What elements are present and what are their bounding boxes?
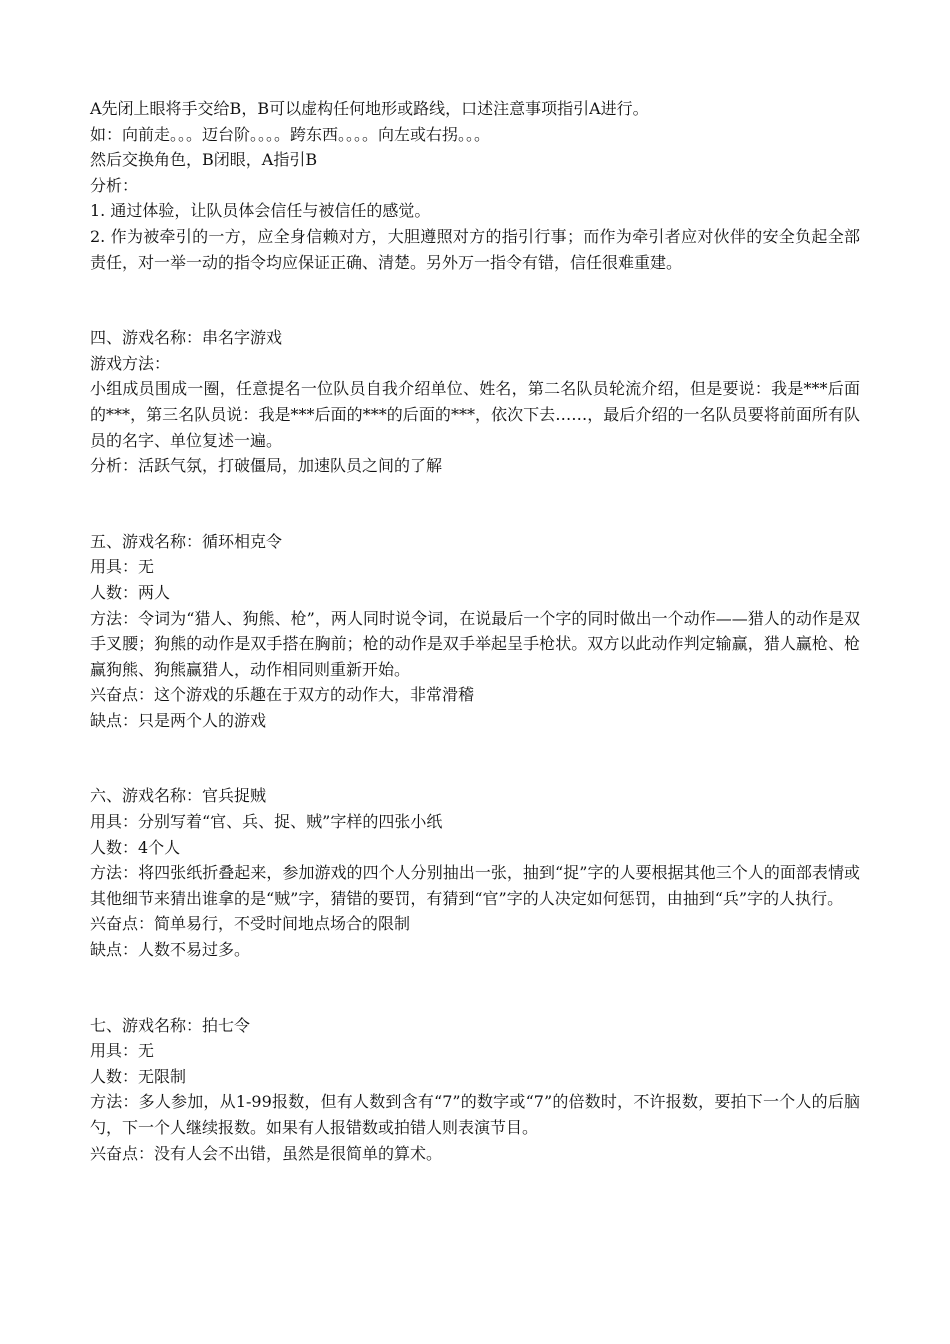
people-text: 人数：无限制 [90,1066,187,1086]
people-text: 人数：4个人 [90,837,181,857]
method-label: 游戏方法： [90,353,171,373]
method-text: 方法：令词为“猎人、狗熊、枪”，两人同时说令词，在说最后一个字的同时做出一个动作——猎人的动作是双手叉腰；狗熊的动作是双手搭在胸前；枪的动作是双手举起呈手枪状。双方以此动作判定输赢，猎人赢枪、枪赢狗熊、狗熊赢猎人，动作相同则重新开始。 [90,608,860,679]
section-title: 七、游戏名称：拍七令 [90,1015,251,1035]
method-text: 方法：将四张纸折叠起来，参加游戏的四个人分别抽出一张，抽到“捉”字的人要根据其他三个人的面部表情或其他细节来猜出谁拿的是“贼”字，猜错的要罚，有猜到“官”字的人决定如何惩罚，由抽到“兵”字的人执行。 [90,863,860,908]
drawback-text: 缺点：人数不易过多。 [90,940,251,960]
intro-section [90,96,860,275]
tools-text: 用具：无 [90,1041,155,1061]
section-title: 五、游戏名称：循环相克令 [90,531,283,551]
game-4-section [90,325,860,479]
tools-text: 用具：无 [90,557,155,577]
analysis-text: 分析：活跃气氛，打破僵局，加速队员之间的了解 [90,456,443,476]
spacer [90,479,860,529]
section-title: 六、游戏名称：官兵捉贼 [90,786,267,806]
game-5-section [90,529,860,734]
drawback-text: 缺点：只是两个人的游戏 [90,710,267,730]
analysis-label: 分析： [90,175,139,195]
tools-text: 用具：分别写着“官、兵、捉、贼”字样的四张小纸 [90,812,443,832]
spacer [90,733,860,783]
people-text: 人数：两人 [90,582,171,602]
game-6-section [90,783,860,962]
method-text: 方法：多人参加，从1-99报数，但有人数到含有“7”的数字或“7”的倍数时，不许报数，要拍下一个人的后脑勺，下一个人继续报数。如果有人报错数或拍错人则表演节目。 [90,1092,860,1137]
spacer [90,963,860,1013]
fun-text: 兴奋点：简单易行，不受时间地点场合的限制 [90,914,411,934]
intro-line: 然后交换角色，B闭眼，A指引B [90,150,318,170]
section-title: 四、游戏名称：串名字游戏 [90,328,283,348]
fun-text: 兴奋点：没有人会不出错，虽然是很简单的算术。 [90,1143,443,1163]
game-7-section [90,1013,860,1167]
document-page [90,96,860,1166]
spacer [90,275,860,325]
analysis-item: 1. 通过体验，让队员体会信任与被信任的感觉。 [90,201,431,221]
intro-line: A先闭上眼将手交给B，B可以虚构任何地形或路线，口述注意事项指引A进行。 [90,99,649,118]
analysis-item: 2. 作为被牵引的一方，应全身信赖对方，大胆遵照对方的指引行事；而作为牵引者应对伙伴的安全负起全部责任，对一举一动的指令均应保证正确、清楚。另外万一指令有错，信任很难重建。 [90,226,860,272]
intro-line: 如：向前走。。。迈台阶。。。。跨东西。。。。向左或右拐。。。 [90,124,491,144]
fun-text: 兴奋点：这个游戏的乐趣在于双方的动作大，非常滑稽 [90,685,475,705]
method-text: 小组成员围成一圈，任意提名一位队员自我介绍单位、姓名，第二名队员轮流介绍，但是要说：我是***后面的***，第三名队员说：我是***后面的***的后面的***，依次下去……，最后介绍的一名队员要将前面所有队员的名字、单位复述一遍。 [90,379,860,450]
